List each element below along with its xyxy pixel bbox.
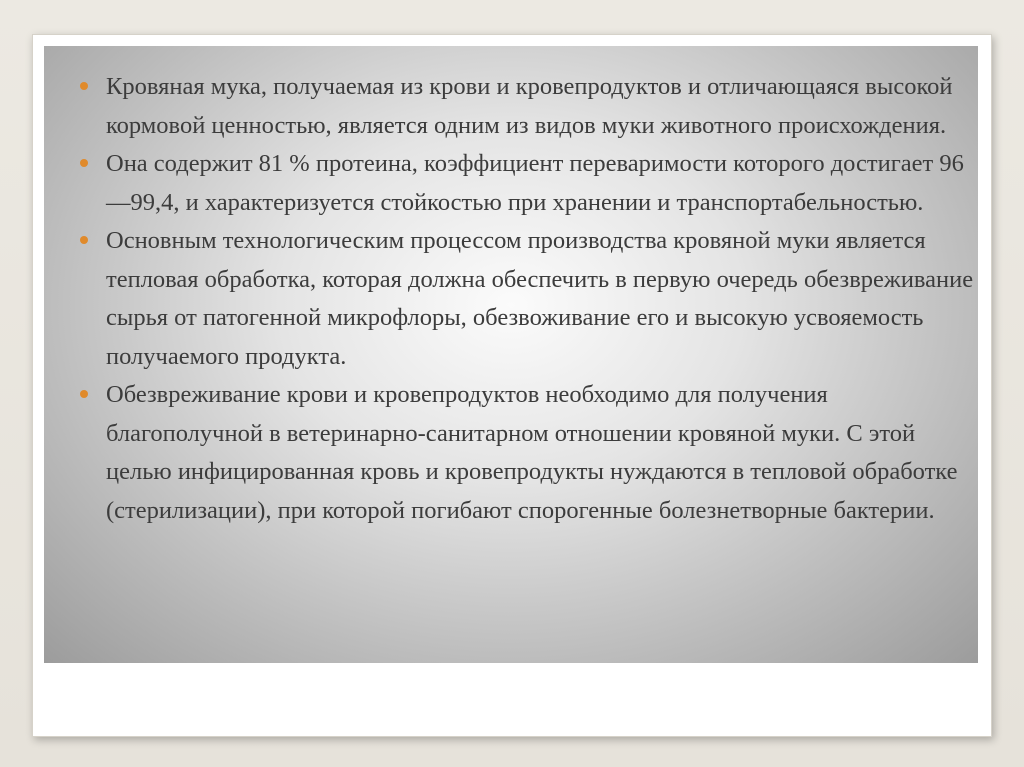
bullet-dot-icon	[80, 159, 88, 167]
bullet-text: Кровяная мука, получаемая из крови и кровепродуктов и отличающаяся высокой кормовой ценностью, является одним из видов муки животного происхождения.	[106, 73, 953, 139]
bullet-item-1	[72, 68, 984, 145]
bullet-text: Основным технологическим процессом производства кровяной муки является тепловая обработка, которая должна обеспечить в первую очередь обезвреживание сырья от патогенной микрофлоры, обезвоживание его и высокую усвояемость получаемого продукта.	[106, 227, 974, 370]
bullet-dot-icon	[80, 82, 88, 90]
bullet-item-2	[72, 145, 984, 222]
bullet-dot-icon	[80, 390, 88, 398]
bullet-text: Обезвреживание крови и кровепродуктов необходимо для получения благополучной в ветеринарно-санитарном отношении кровяной муки. С этой целью инфицированная кровь и кровепродукты нуждаются в тепловой обработке (стерилизации), при которой погибают спорогенные болезнетворные бактерии.	[106, 381, 958, 524]
bullet-text: Она содержит 81 % протеина, коэффициент переваримости которого достигает 96—99,4, и характеризуется стойкостью при хранении и транспортабельностью.	[106, 150, 964, 216]
bullet-dot-icon	[80, 236, 88, 244]
bullet-list	[72, 68, 984, 530]
bullet-item-3	[72, 222, 984, 376]
bullet-item-4	[72, 376, 984, 530]
